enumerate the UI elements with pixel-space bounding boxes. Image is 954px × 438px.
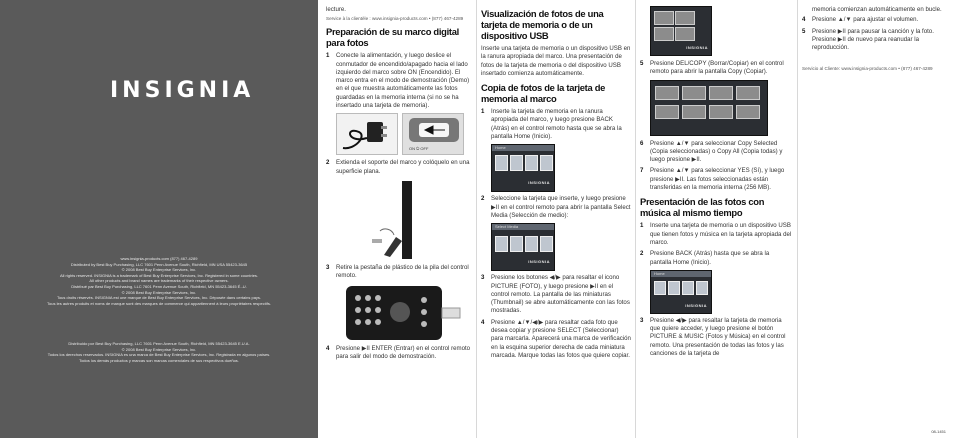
frame-stand-image [366, 179, 426, 261]
select-media-screen-image [491, 223, 555, 271]
switch-labels: ON ⏻ OFF [409, 146, 429, 152]
step-4-text: Presione ▶II ENTER (Entrar) en el control remoto para salir del modo de demostración. [336, 344, 471, 360]
screen-brand: INSIGNIA [528, 258, 550, 264]
document-code: 08-1451 [931, 429, 946, 434]
power-images [336, 113, 472, 155]
copy-step-4-text: Presione ▲/▼/◀/▶ para resaltar cada foto que desea copiar y presione SELECT (Seleccionar) para marcarla. Aparecerá una marca de verificación en la esquina superior derecha de cada miniatura marcada. Marque todas las fotos que quiere copiar. [491, 318, 631, 359]
music-step-3: 3 Presione ◀/▶ para resaltar la tarjeta de memoria que quiere acceder, y luego presione el botón PICTURE & MUSIC (Fotos y Música) en el control remoto. Una presentación de todas las fotos y las canciones de la tarjeta de [640, 317, 792, 358]
music-step-5-text: Presione ▶II para pausar la canción y la foto. Presione ▶II de nuevo para reanudar la reproducción. [812, 27, 934, 52]
copy-step-1: 1 Inserte la tarjeta de memoria en la ranura apropiada del marco, y luego presione BACK (Atrás) en el control remoto hasta que se abra la pantalla Home (Inicio). [481, 108, 631, 141]
continued-text: memoria comienzan automáticamente en bucle. [812, 6, 942, 13]
music-step-5: 5 Presione ▶II para pausar la canción y la foto. Presione ▶II de nuevo para reanudar la reproducción. [802, 28, 952, 53]
power-adapter-icon [337, 114, 398, 155]
service-line: Service à la clientèle : www.insignia-products.com • (877) 467-4289 [326, 16, 464, 22]
music-home-screen-image [650, 270, 712, 314]
cover-panel [0, 0, 318, 438]
copy-screen-image [650, 80, 768, 136]
step-1-text: Conecte la alimentación, y luego deslice el conmutador de encendido/apagado hacia el lado izquierdo del marco sobre ON (Encendido). El marco entra en el modo de demostración (Demo) en el que muestra automáticamente las fotos guardadas en la memoria interna (si no se ha insertado una tarjeta de memoria). [336, 52, 470, 110]
music-step-2: 2 Presione BACK (Atrás) hasta que se abra la pantalla Home (Inicio). [640, 250, 792, 267]
power-switch-image [402, 113, 464, 155]
column-2 [481, 6, 631, 363]
select-media-screen-title: Select Media [492, 224, 554, 230]
legal-text-bottom: Distribuido por Best Buy Purchasing, LLC 7601 Penn Avenue South, Richfield, MN 55423-3645 E.U.A. © 2008 Best Buy Enterprise Services, Inc. Todos los derechos reservados. INSIGNIA es una marca de Best Buy Enterprise Services, Inc. Registrada en algunos países. Todos los demás productos y marcas son marcas comerciales de sus respectivos dueños. [47, 341, 271, 363]
copy-step-7-text: Presione ▲/▼ para seleccionar YES (Sí), y luego presione ▶II. Las fotos seleccionadas están transferidas en la memoria interna (256 MB). [650, 167, 785, 192]
insignia-logo: INSIGNIA [110, 78, 255, 103]
frame-stand-icon [366, 179, 426, 261]
music-step-2-text: Presione BACK (Atrás) hasta que se abra la pantalla Home (Inicio). [650, 250, 770, 266]
screen-brand: INSIGNIA [528, 180, 550, 186]
copy-step-3-text: Presione los botones ◀/▶ para resaltar el icono PICTURE (FOTO), y luego presione ▶II en el control remoto. La pantalla de las miniaturas (Thumbnail) se abre automáticamente con las fotos mostradas. [491, 274, 630, 315]
column-divider [797, 0, 798, 438]
screen-brand: INSIGNIA [685, 302, 707, 308]
step-2-text: Extienda el soporte del marco y colóquelo en una superficie plana. [336, 159, 470, 175]
step-3: 3 Retire la pestaña de plástico de la pila del control remoto. [326, 264, 472, 281]
copy-step-3: 3 Presione los botones ◀/▶ para resaltar el icono PICTURE (FOTO), y luego presione ▶II en el control remoto. La pantalla de las miniaturas (Thumbnail) se abre automáticamente con las fotos mostradas. [481, 274, 630, 315]
column-1 [326, 6, 472, 364]
continued-text: lecture. [326, 6, 346, 13]
music-step-4: 4 Presione ▲/▼ para ajustar el volumen. [802, 16, 952, 24]
music-step-1: 1 Inserte una tarjeta de memoria o un dispositivo USB que tienen fotos y música en la tarjeta apropiada del marco. [640, 222, 792, 246]
legal-text-top: www.insignia-products.com (877) 467-4289 Distributed by Best Buy Purchasing, LLC 7601 Penn Avenue South, Richfield, MN USA 55423-3645 © 2008 Best Buy Enterprise Services, Inc. All rights reserved. INSIGNIA is a trademark of Best Buy Enterprise Services, Inc. Registered in some countries. All other products and brand names are trademarks of their respective owners. Distribué par Best Buy Purchasing, LLC 7601 Penn Avenue South, Richfield, MN 55423-3645 É.-U. © 2008 Best Buy Enterprise Services, Inc. Tous droits réservés. INSIGNIA est une marque de Best Buy Enterprise Services, Inc. Déposée dans certains pays. Tous les autres produits et noms de marque sont des marques de commerce qui appartiennent à leurs propriétaires respectifs. [47, 256, 271, 306]
column-divider [476, 0, 477, 438]
copy-step-5: 5 Presione DEL/COPY (Borrar/Copiar) en el control remoto para abrir la pantalla Copy (Copiar). [640, 60, 792, 77]
thumbnail-screen-image [650, 6, 712, 56]
guide-pages [318, 0, 954, 438]
view-photos-intro: Inserte una tarjeta de memoria o un dispositivo USB en la ranura apropiada del marco. Una presentación de fotos de la tarjeta de memoria o del dispositivo USB insertado comienza automáticamente. [481, 45, 631, 77]
screen-brand: INSIGNIA [686, 44, 708, 50]
step-4: 4 Presione ▶II ENTER (Entrar) en el control remoto para salir del modo de demostración. [326, 344, 471, 360]
copy-step-2-text: Seleccione la tarjeta que inserte, y luego presione ▶II en el control remoto para abrir la pantalla Select Media (Selección de medio): [491, 195, 631, 219]
copy-step-2: 2 Seleccione la tarjeta que inserte, y luego presione ▶II en el control remoto para abrir la pantalla Select Media (Selección de medio): [481, 195, 631, 219]
home-screen-title: Home [492, 145, 554, 151]
section-heading-view-photos: Visualización de fotos de una tarjeta de memoria o de un dispositivo USB [481, 8, 604, 41]
column-4 [802, 6, 952, 74]
step-3-text: Retire la pestaña de plástico de la pila del control remoto. [336, 263, 469, 280]
section-heading-prepare: Preparación de su marco digital para fotos [326, 26, 459, 49]
music-step-3-text: Presione ◀/▶ para resaltar la tarjeta de memoria que quiere acceder, y luego presione el botón PICTURE & MUSIC (Fotos y Música) en el control remoto. Una presentación de todas las fotos y las canciones de la tarjeta de [650, 316, 786, 358]
copy-step-6: 6 Presione ▲/▼ para seleccionar Copy Selected (Copia seleccionadas) o Copy All (Copia todas) y luego presione ▶II. [640, 140, 792, 165]
step-1: 1 Conecte la alimentación, y luego deslice el conmutador de encendido/apagado hacia el lado izquierdo del marco sobre ON (Encendido). El marco entra en el modo de demostración (Demo) en el que muestra automáticamente las fotos guardadas en la memoria interna (si no se ha insertado una tarjeta de memoria). [326, 52, 472, 110]
copy-step-7: 7 Presione ▲/▼ para seleccionar YES (Sí), y luego presione ▶II. Las fotos seleccionadas están transferidas en la memoria interna (256 MB). [640, 167, 792, 192]
remote-control-image [344, 284, 462, 342]
music-step-4-text: Presione ▲/▼ para ajustar el volumen. [812, 16, 919, 24]
remote-control-icon [344, 284, 462, 342]
copy-step-5-text: Presione DEL/COPY (Borrar/Copiar) en el control remoto para abrir la pantalla Copy (Copiar). [650, 60, 784, 76]
step-2: 2 Extienda el soporte del marco y colóquelo en una superficie plana. [326, 159, 472, 176]
home-screen-image [491, 144, 555, 192]
service-line: Servicio al Cliente: www.insignia-products.com • (877) 467-4289 [802, 66, 933, 72]
copy-step-4: 4 Presione ▲/▼/◀/▶ para resaltar cada foto que desea copiar y presione SELECT (Seleccionar) para marcarla. Aparecerá una marca de verificación en la esquina superior derecha de cada miniatura marcada. Marque todas las fotos que quiere copiar. [481, 318, 631, 359]
section-heading-music: Presentación de las fotos con música al mismo tiempo [640, 196, 765, 219]
music-step-1-text: Inserte una tarjeta de memoria o un dispositivo USB que tienen fotos y música en la tarjeta apropiada del marco. [650, 222, 792, 246]
music-home-screen-title: Home [651, 271, 711, 277]
section-heading-copy: Copia de fotos de la tarjeta de memoria al marco [481, 82, 606, 105]
power-adapter-image [336, 113, 398, 155]
copy-step-1-text: Inserte la tarjeta de memoria en la ranura apropiada del marco, y luego presione BACK (Atrás) en el control remoto hasta que se abra la pantalla Home (Inicio). [491, 108, 622, 141]
copy-step-6-text: Presione ▲/▼ para seleccionar Copy Selected (Copia seleccionadas) o Copy All (Copia todas) y luego presione ▶II. [650, 139, 783, 164]
column-3 [640, 6, 792, 361]
column-divider [635, 0, 636, 438]
